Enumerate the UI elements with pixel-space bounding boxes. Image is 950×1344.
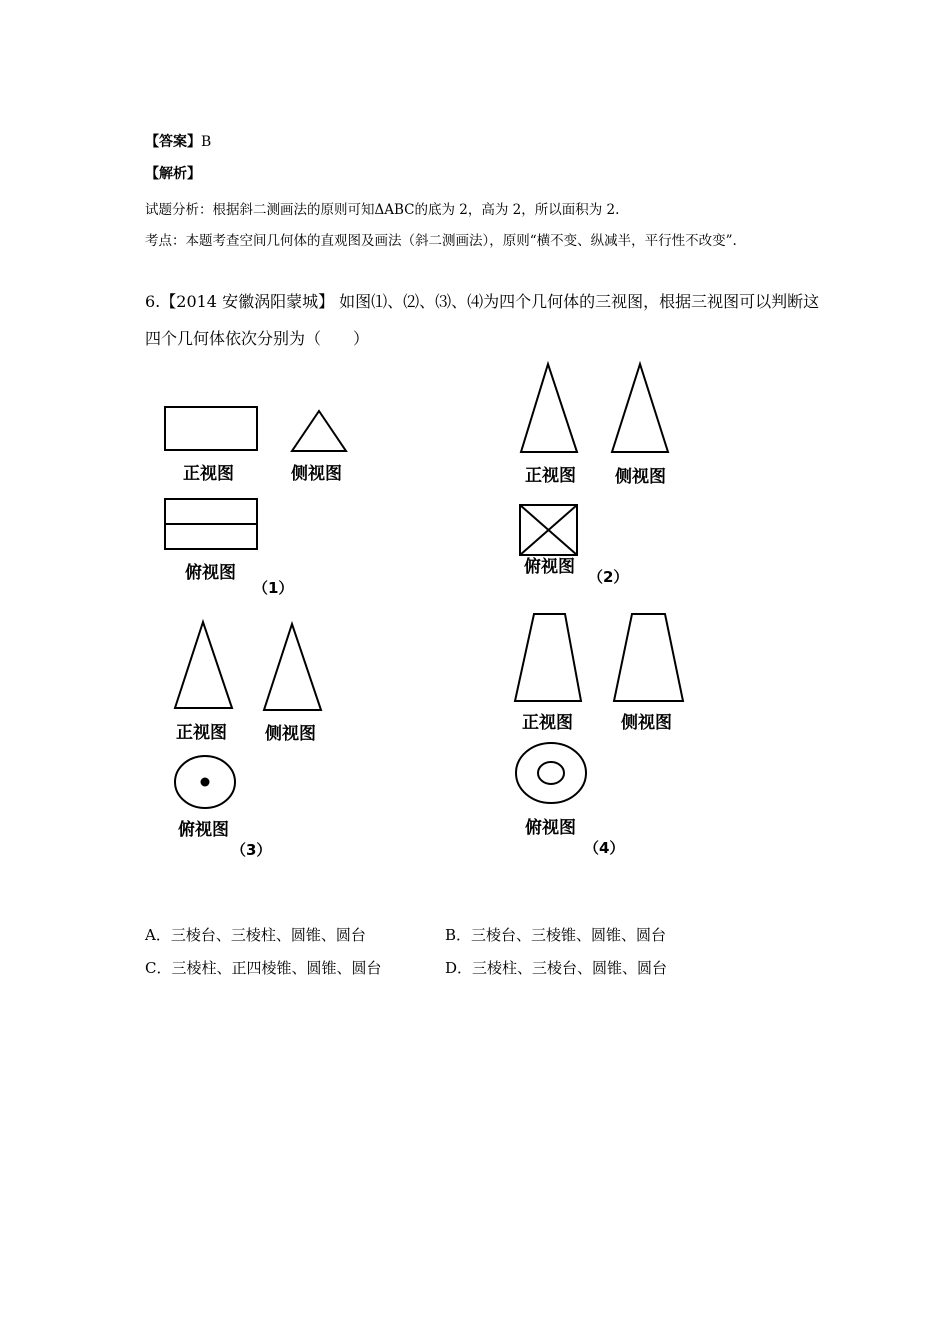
question-line-2: 四个几何体依次分别为（ ） <box>145 329 370 348</box>
fig1-side-label: 侧视图 <box>291 464 342 484</box>
option-b: B．三棱台、三棱锥、圆锥、圆台 <box>445 926 667 944</box>
fig4-front-label: 正视图 <box>522 713 573 733</box>
fig4-side-label: 侧视图 <box>621 713 672 733</box>
fig3-side-label: 侧视图 <box>265 724 316 744</box>
fig4-side-trapezoid <box>614 614 683 701</box>
option-c: C．三棱柱、正四棱锥、圆锥、圆台 <box>145 959 382 977</box>
fig2-front-label: 正视图 <box>525 466 576 486</box>
question-line-1: 6.【2014 安徽涡阳蒙城】 如图⑴、⑵、⑶、⑷为四个几何体的三视图，根据三视图可以判断这 <box>145 292 820 311</box>
fig4-top-label: 俯视图 <box>525 818 576 838</box>
fig3-number: （3） <box>231 841 272 859</box>
fig2-front-triangle <box>521 364 577 452</box>
answer-label: 【答案】 <box>145 134 201 150</box>
fig3-top-center-dot <box>201 778 210 787</box>
fig3-front-triangle <box>175 622 232 708</box>
kaodian-text: 考点：本题考查空间几何体的直观图及画法（斜二测画法），原则“横不变、纵减半，平行性不改变”. <box>145 233 737 249</box>
fig1-side-triangle <box>292 411 346 451</box>
fig1-number: （1） <box>253 579 294 597</box>
fig4-top-outer-circle <box>516 743 586 803</box>
fig3-front-label: 正视图 <box>176 723 227 743</box>
fig2-side-triangle <box>612 364 668 452</box>
answer-value: B <box>201 134 212 150</box>
fig1-front-label: 正视图 <box>183 464 234 484</box>
option-a: A．三棱台、三棱柱、圆锥、圆台 <box>145 926 366 944</box>
fig4-top-inner-circle <box>538 762 564 784</box>
fig2-top-label: 俯视图 <box>524 557 575 577</box>
fig3-side-triangle <box>264 624 321 710</box>
fig1-top-label: 俯视图 <box>185 563 236 583</box>
fig3-top-label: 俯视图 <box>178 820 229 840</box>
fig4-number: （4） <box>584 839 625 857</box>
fig1-front-rect <box>165 407 257 450</box>
fig2-side-label: 侧视图 <box>615 467 666 487</box>
analysis-title: 【解析】 <box>145 166 201 182</box>
analysis-text: 试题分析：根据斜二测画法的原则可知ΔABC的底为 2，高为 2，所以面积为 2. <box>145 202 620 218</box>
option-d: D．三棱柱、三棱台、圆锥、圆台 <box>445 959 668 977</box>
fig2-number: （2） <box>588 568 629 586</box>
fig4-front-trapezoid <box>515 614 581 701</box>
